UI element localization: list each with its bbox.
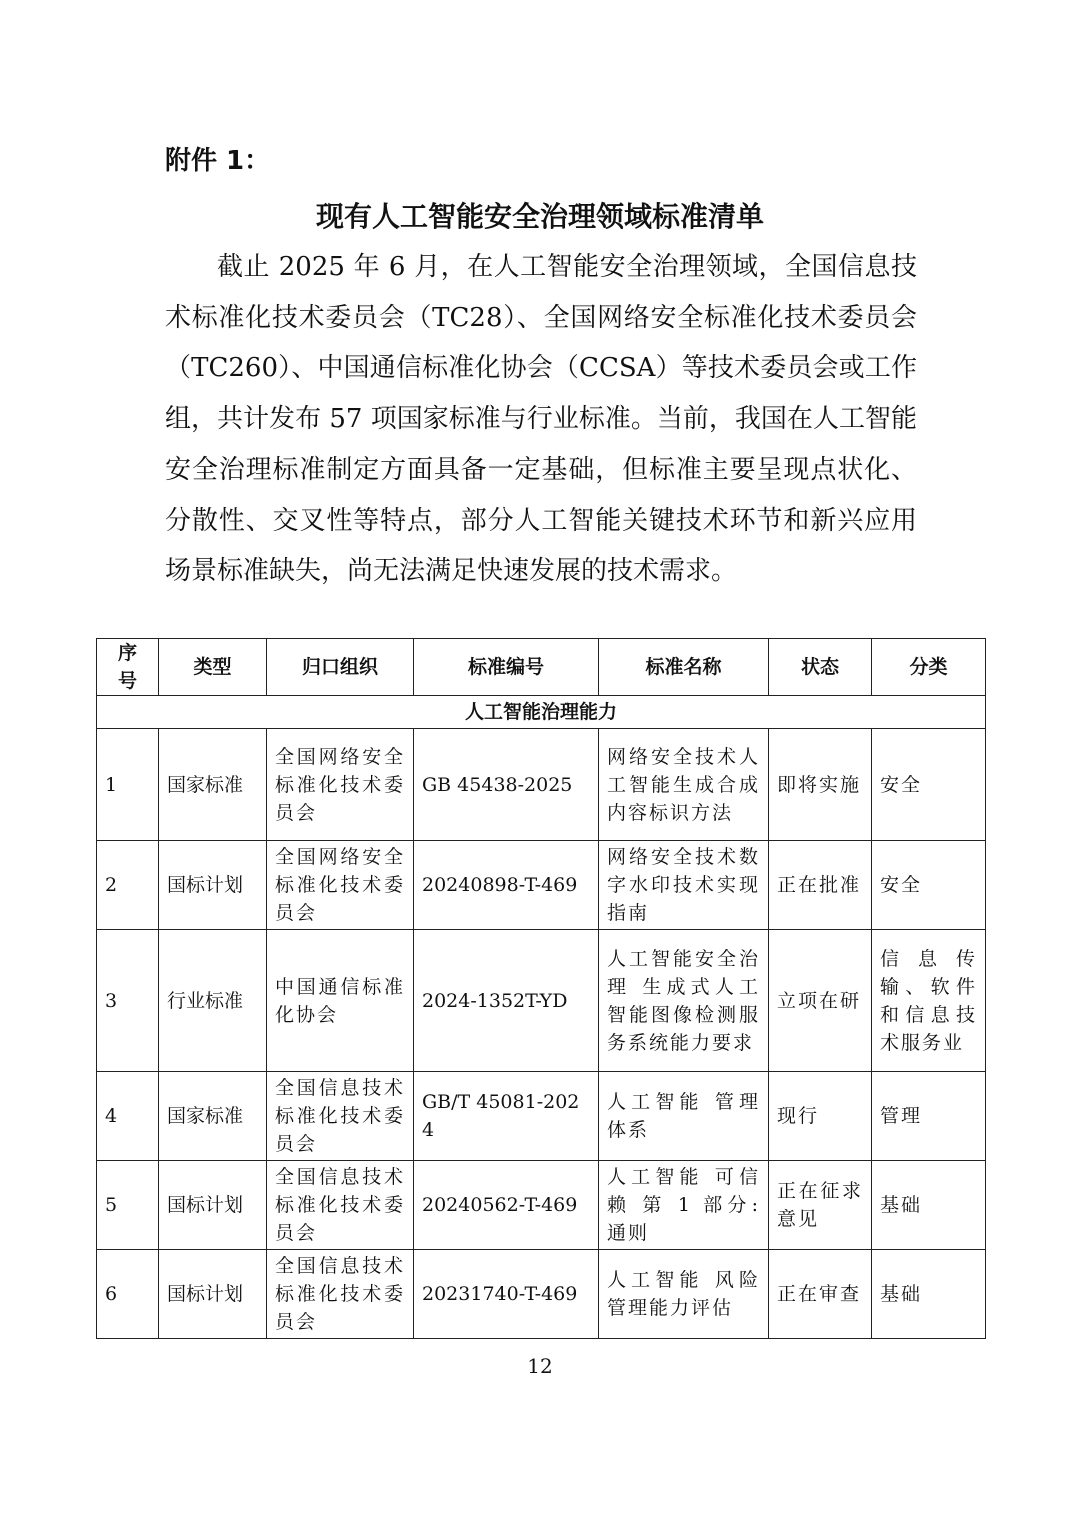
cell-name: 人工智能 可信赖 第 1 部分: 通则: [599, 1161, 769, 1250]
table-row: [97, 841, 986, 930]
cell-org: 全国信息技术标准化技术委员会: [267, 1250, 414, 1339]
cell-type: 国家标准: [159, 729, 267, 841]
cell-status: 正在审查: [769, 1250, 872, 1339]
cell-status: 正在征求意见: [769, 1161, 872, 1250]
table-row: [97, 1161, 986, 1250]
cell-org: 中国通信标准化协会: [267, 930, 414, 1072]
cell-org: 全国信息技术标准化技术委员会: [267, 1161, 414, 1250]
cell-code: GB 45438-2025: [414, 729, 599, 841]
cell-status: 现行: [769, 1072, 872, 1161]
cell-name: 网络安全技术数字水印技术实现指南: [599, 841, 769, 930]
cell-code: 20240562-T-469: [414, 1161, 599, 1250]
cell-category: 安全: [872, 841, 986, 930]
cell-name: 人工智能 管理体系: [599, 1072, 769, 1161]
cell-seq: 1: [97, 729, 159, 841]
header-org: 归口组织: [267, 639, 414, 696]
page-number: 12: [527, 1354, 553, 1378]
cell-name: 人工智能 风险管理能力评估: [599, 1250, 769, 1339]
cell-type: 国标计划: [159, 1161, 267, 1250]
cell-seq: 2: [97, 841, 159, 930]
cell-status: 立项在研: [769, 930, 872, 1072]
cell-name: 网络安全技术人工智能生成合成内容标识方法: [599, 729, 769, 841]
cell-code: 20240898-T-469: [414, 841, 599, 930]
cell-type: 国标计划: [159, 841, 267, 930]
cell-name: 人工智能安全治理 生成式人工智能图像检测服务系统能力要求: [599, 930, 769, 1072]
standards-table: [96, 638, 986, 1339]
section-title: 人工智能治理能力: [97, 696, 986, 729]
table-row: [97, 1072, 986, 1161]
header-type: 类型: [159, 639, 267, 696]
cell-category: 管理: [872, 1072, 986, 1161]
table-row: [97, 930, 986, 1072]
cell-status: 正在批准: [769, 841, 872, 930]
table-row: [97, 729, 986, 841]
cell-seq: 6: [97, 1250, 159, 1339]
cell-seq: 3: [97, 930, 159, 1072]
header-seq: 序 号: [97, 639, 159, 696]
cell-code: 2024-1352T-YD: [414, 930, 599, 1072]
header-code: 标准编号: [414, 639, 599, 696]
header-category: 分类: [872, 639, 986, 696]
section-row: [97, 696, 986, 729]
cell-category: 基础: [872, 1250, 986, 1339]
table-header-row: [97, 639, 986, 696]
header-status: 状态: [769, 639, 872, 696]
attachment-label: 附件 1：: [165, 146, 271, 176]
cell-org: 全国网络安全标准化技术委员会: [267, 729, 414, 841]
cell-type: 国标计划: [159, 1250, 267, 1339]
cell-org: 全国信息技术标准化技术委员会: [267, 1072, 414, 1161]
cell-type: 行业标准: [159, 930, 267, 1072]
cell-type: 国家标准: [159, 1072, 267, 1161]
cell-category: 安全: [872, 729, 986, 841]
cell-status: 即将实施: [769, 729, 872, 841]
cell-category: 信息传输、软件和信息技术服务业: [872, 930, 986, 1072]
cell-category: 基础: [872, 1161, 986, 1250]
table-row: [97, 1250, 986, 1339]
document-title: 现有人工智能安全治理领域标准清单: [315, 200, 764, 233]
header-name: 标准名称: [599, 639, 769, 696]
cell-seq: 5: [97, 1161, 159, 1250]
cell-code: GB/T 45081-2024: [414, 1072, 599, 1161]
cell-org: 全国网络安全标准化技术委员会: [267, 841, 414, 930]
cell-seq: 4: [97, 1072, 159, 1161]
intro-paragraph: 截止 2025 年 6 月，在人工智能安全治理领域，全国信息技术标准化技术委员会（TC28）、全国网络安全标准化技术委员会（TC260）、中国通信标准化协会（CCSA）等技术委员会或工作组，共计发布 57 项国家标准与行业标准。当前，我国在人工智能安全治理标准制定方面具备一定基础，但标准主要呈现点状化、分散性、交叉性等特点，部分人工智能关键技术环节和新兴应用场景标准缺失，尚无法满足快速发展的技术需求。: [165, 252, 917, 587]
cell-code: 20231740-T-469: [414, 1250, 599, 1339]
